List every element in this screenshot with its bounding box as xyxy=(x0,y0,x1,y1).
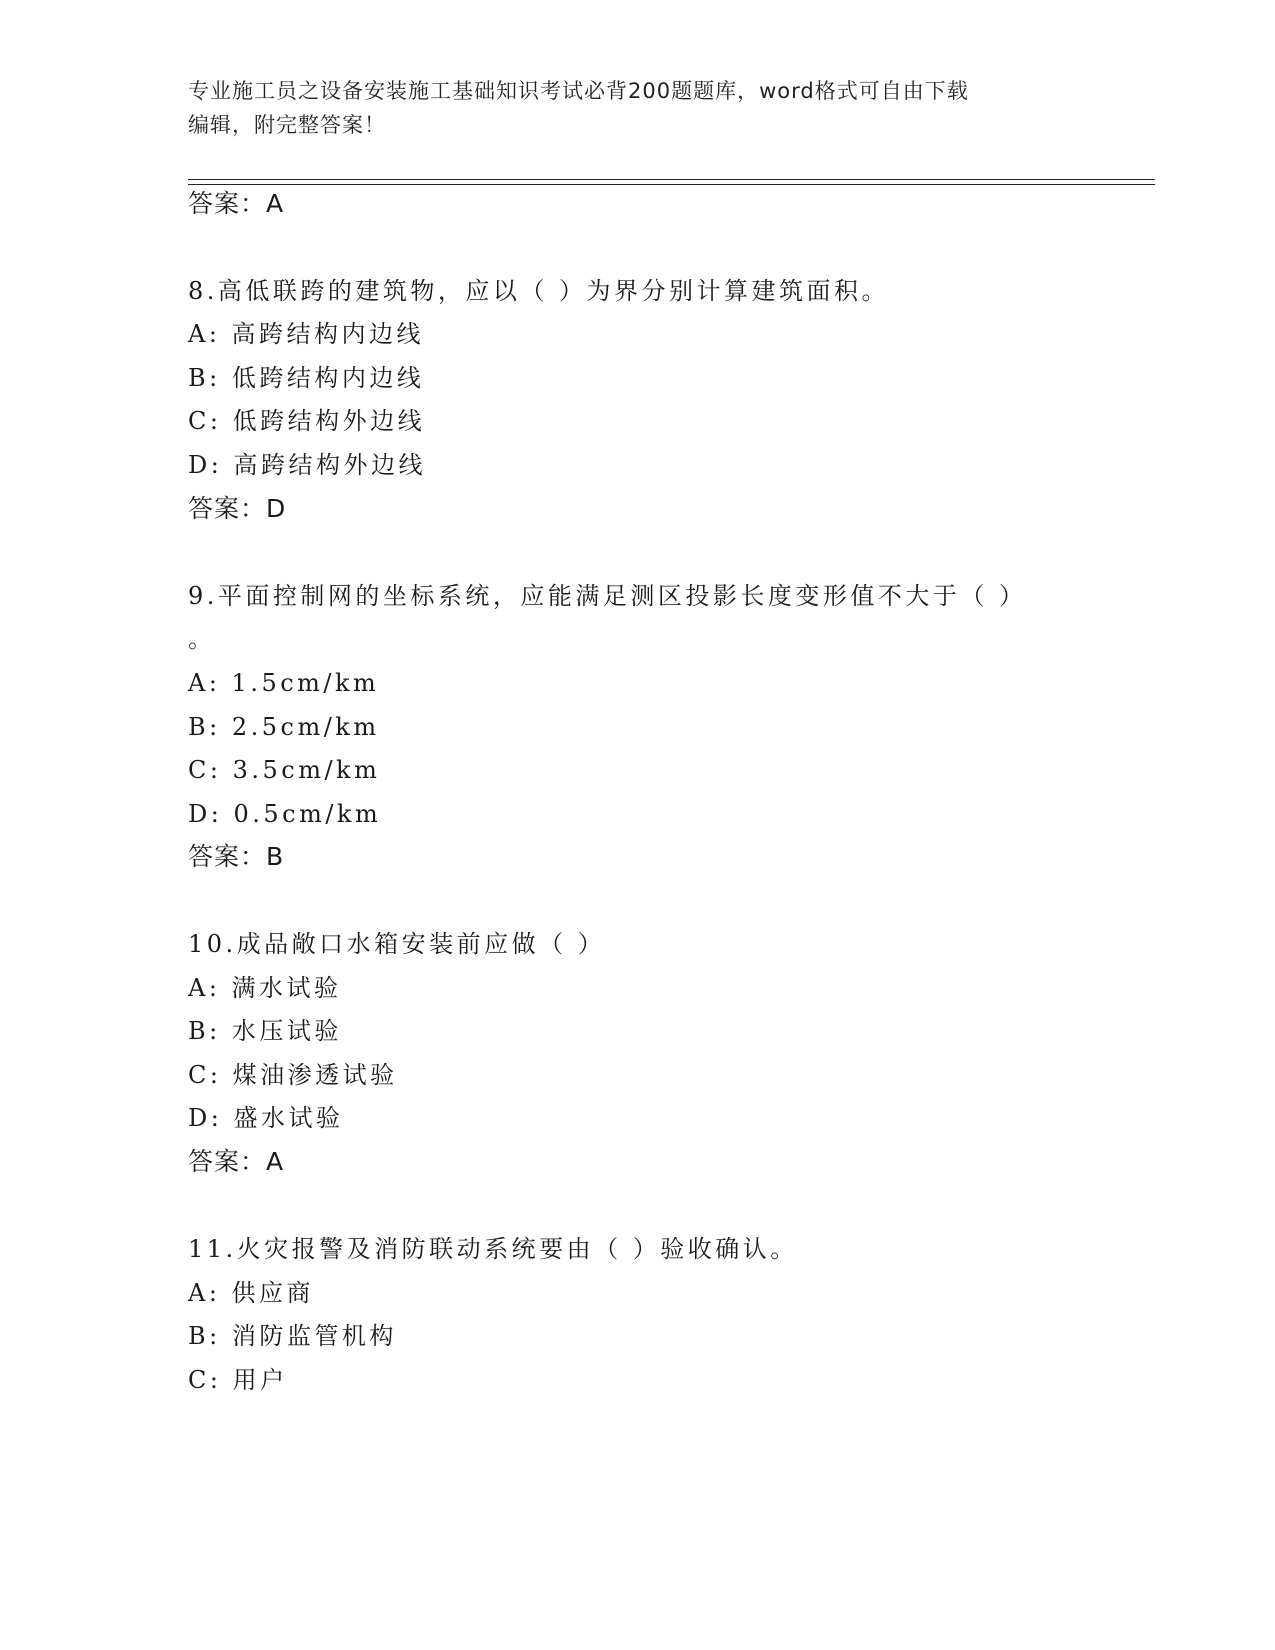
header-line-1: 专业施工员之设备安装施工基础知识考试必背200题题库，word格式可自由下载 xyxy=(188,79,969,103)
question-9-option-c: C: 3.5cm/km xyxy=(188,756,381,784)
question-10-stem: 10.成品敞口水箱安装前应做（ ） xyxy=(188,930,606,958)
question-8-stem: 8.高低联跨的建筑物，应以（ ）为界分别计算建筑面积。 xyxy=(188,277,890,305)
question-9-answer: 答案：B xyxy=(188,842,285,871)
question-10-option-a: A: 满水试验 xyxy=(188,974,342,1002)
question-11-option-a: A: 供应商 xyxy=(188,1279,315,1307)
question-10-answer: 答案：A xyxy=(188,1147,285,1176)
question-8-answer: 答案：D xyxy=(188,494,287,523)
question-11-stem: 11.火灾报警及消防联动系统要由（ ）验收确认。 xyxy=(188,1235,798,1263)
question-8-option-c: C: 低跨结构外边线 xyxy=(188,407,426,435)
question-9-option-d: D: 0.5cm/km xyxy=(188,800,382,828)
question-10-option-b: B: 水压试验 xyxy=(188,1017,342,1045)
header-line-2: 编辑，附完整答案！ xyxy=(188,113,386,137)
header-divider-bottom xyxy=(188,184,1155,185)
question-8-option-b: B: 低跨结构内边线 xyxy=(188,364,425,392)
answer-prev: 答案：A xyxy=(188,189,285,218)
question-11-option-b: B: 消防监管机构 xyxy=(188,1322,397,1350)
question-9-stem: 9.平面控制网的坐标系统，应能满足测区投影长度变形值不大于（ ） xyxy=(188,582,1027,610)
question-9-stem-continued: 。 xyxy=(188,625,216,653)
question-9-option-b: B: 2.5cm/km xyxy=(188,713,380,741)
document-header xyxy=(188,74,1088,142)
header-divider-top xyxy=(188,179,1155,180)
question-10-option-c: C: 煤油渗透试验 xyxy=(188,1061,398,1089)
question-11-option-c: C: 用户 xyxy=(188,1366,288,1394)
question-10-option-d: D: 盛水试验 xyxy=(188,1104,344,1132)
question-8-option-d: D: 高跨结构外边线 xyxy=(188,451,426,479)
question-8-option-a: A: 高跨结构内边线 xyxy=(188,320,425,348)
question-9-option-a: A: 1.5cm/km xyxy=(188,669,380,697)
